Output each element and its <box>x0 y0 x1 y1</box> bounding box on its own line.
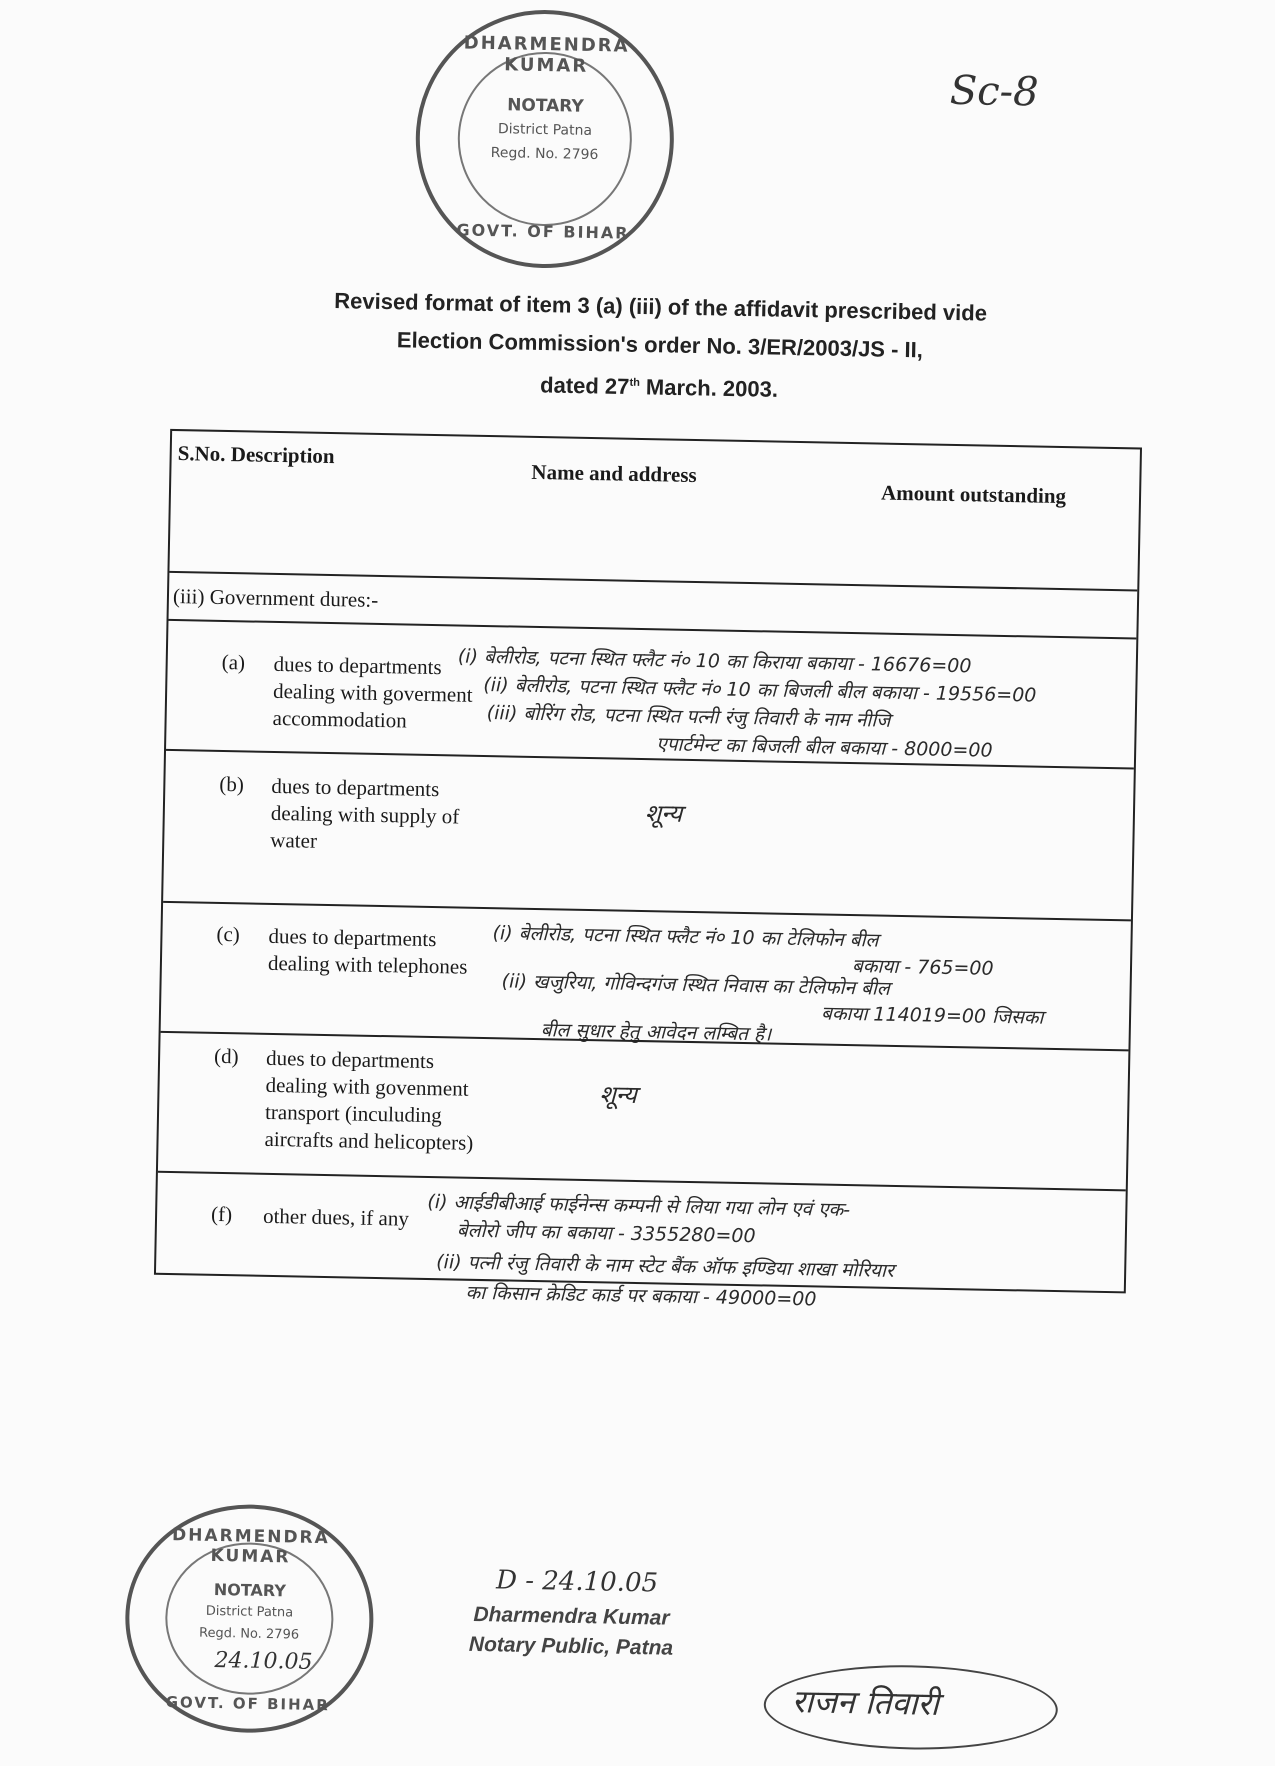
row-d-description: dues to departments dealing with govenment transport (inculuding aircrafts and helicopters) <box>264 1045 474 1155</box>
row-a-handwriting-4: एपार्टमेन्ट का बिजली बील बकाया - 8000=00 <box>656 733 993 762</box>
row-a-letter: (a) <box>221 649 246 675</box>
notary-stamp-bottom <box>123 1502 375 1735</box>
stamp-ring-top: DHARMENDRA KUMAR <box>463 32 630 77</box>
stamp-line-notary: NOTARY <box>506 95 584 117</box>
stamp-line-regd: Regd. No. 2796 <box>490 145 599 164</box>
row-c-letter: (c) <box>216 921 241 947</box>
heading-line-1: Revised format of item 3 (a) (iii) of the affidavit prescribed vide <box>334 288 988 326</box>
row-f-handwriting-3: (ii) पत्नी रंजु तिवारी के नाम स्टेट बैंक ऑफ इण्डिया शाखा मोरियार <box>436 1251 894 1282</box>
stamp-ring-bottom: GOVT. OF BIHAR <box>165 1693 330 1715</box>
row-d-letter: (d) <box>213 1043 239 1069</box>
section-government-dues: (iii) Government dures:- <box>172 583 379 612</box>
row-b-handwriting: शून्य <box>644 799 683 828</box>
row-c-handwriting-2: बकाया - 765=00 <box>851 955 994 980</box>
row-f-letter: (f) <box>210 1201 233 1227</box>
row-a-handwriting-3: (iii) बोरिंग रोड, पटना स्थित पत्नी रंजु तिवारी के नाम नीजि <box>486 702 891 732</box>
header-amount-outstanding: Amount outstanding <box>880 480 1067 509</box>
corner-mark: Sc-8 <box>949 67 1040 116</box>
document-heading <box>269 281 1051 414</box>
header-sno-description: S.No. Description <box>177 441 335 469</box>
row-f-handwriting-1: (i) आईडीबीआई फाईनेन्स कम्पनी से लिया गया लोन एवं एक- <box>427 1190 851 1222</box>
row-f-description: other dues, if any <box>262 1203 410 1231</box>
row-a-handwriting-2: (ii) बेलीरोड, पटना स्थित फ्लैट नं० 10 का बिजली बील बकाया - 19556=00 <box>483 673 1037 707</box>
notary-handwritten-date: D - 24.10.05 <box>495 1565 659 1599</box>
stamp-ring-bottom: GOVT. OF BIHAR <box>456 220 630 243</box>
stamp-line-notary: NOTARY <box>213 1579 287 1601</box>
row-f-handwriting-2: बेलोरो जीप का बकाया - 3355280=00 <box>456 1219 756 1248</box>
stamp-ring-top: DHARMENDRA KUMAR <box>171 1525 330 1568</box>
notary-stamp-top <box>413 8 676 271</box>
stamp-line-district: District Patna <box>205 1603 294 1621</box>
notary-title: Notary Public, Patna <box>468 1632 674 1660</box>
row-c-handwriting-1: (i) बेलीरोड, पटना स्थित फ्लैट नं० 10 का टेलिफोन बील <box>492 922 879 952</box>
header-name-address: Name and address <box>531 459 697 488</box>
row-c-handwriting-5: बील सुधार हेतु आवेदन लम्बित है। <box>540 1019 772 1046</box>
notary-name: Dharmendra Kumar <box>473 1602 670 1630</box>
row-f-handwriting-4: का किसान क्रेडिट कार्ड पर बकाया - 49000=00 <box>465 1281 817 1311</box>
stamp-line-regd: Regd. No. 2796 <box>198 1625 300 1643</box>
row-c-handwriting-4: बकाया 114019=00 जिसका <box>820 1002 1044 1029</box>
signature: राजन तिवारी <box>791 1682 940 1723</box>
row-c-description: dues to departments dealing with telephones <box>267 923 468 979</box>
row-c-handwriting-3: (ii) खजुरिया, गोविन्दगंज स्थित निवास का टेलिफोन बील <box>501 970 890 1000</box>
row-d-handwriting: शून्य <box>599 1080 638 1109</box>
row-b-letter: (b) <box>219 771 245 797</box>
heading-line-2: Election Commission's order No. 3/ER/2003/JS - II, <box>396 327 924 363</box>
row-a-handwriting-1: (i) बेलीरोड, पटना स्थित फ्लैट नं० 10 का किराया बकाया - 16676=00 <box>457 645 972 678</box>
stamp-line-district: District Patna <box>497 121 593 139</box>
row-b-description: dues to departments dealing with supply of water <box>270 773 460 853</box>
heading-line-3: dated 27th March. 2003. <box>539 372 779 402</box>
stamp-handwritten-date: 24.10.05 <box>214 1647 313 1675</box>
row-a-description: dues to departments dealing with goverment accommodation <box>272 651 473 733</box>
dues-table <box>154 429 1142 1311</box>
